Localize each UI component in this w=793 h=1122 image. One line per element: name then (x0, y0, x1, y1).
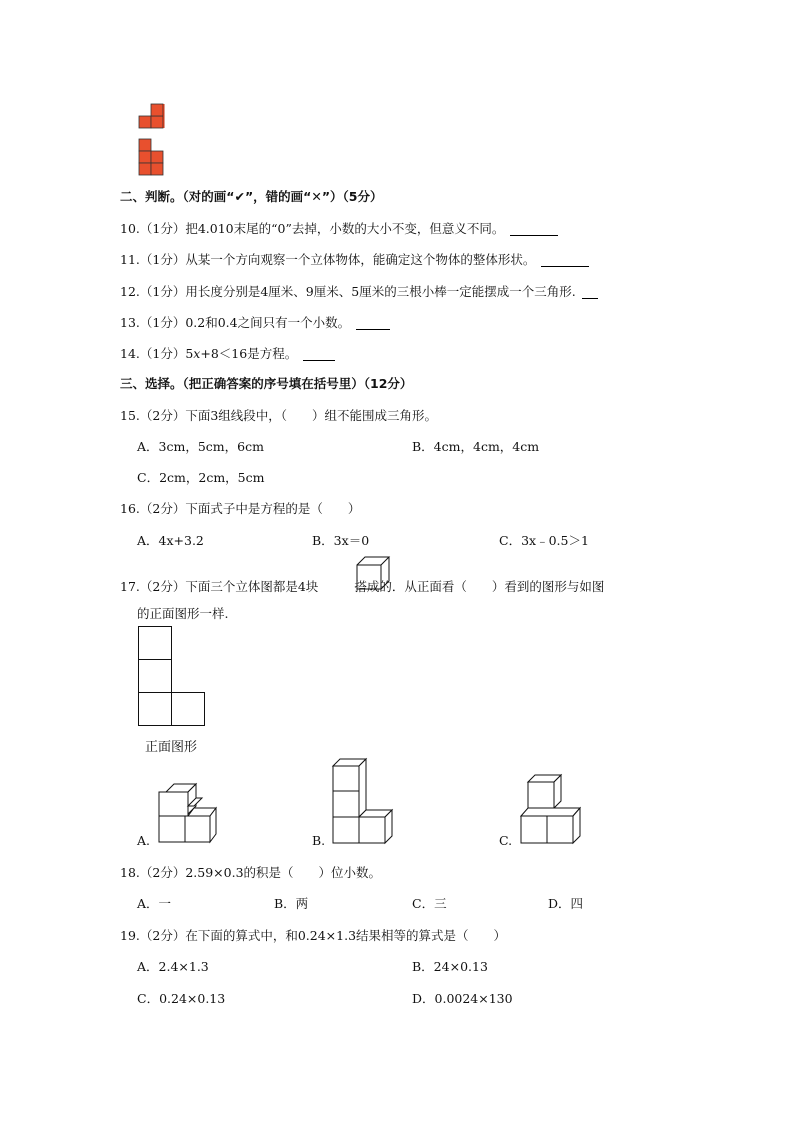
question-score: （2分） (139, 408, 186, 423)
question-number: 14. (120, 346, 140, 361)
q18-option-c[interactable]: C．三 (412, 896, 447, 911)
q16-option-c[interactable]: C．3x﹣0.5＞1 (499, 533, 589, 548)
question-19 (120, 926, 506, 944)
question-number: 12. (120, 284, 140, 299)
red-cubes-bottom-figure (138, 138, 168, 178)
section3-heading: 三、选择。（把正确答案的序号填在括号里）（12分） (120, 376, 413, 391)
question-score: （2分） (139, 579, 186, 594)
question-number: 11. (120, 252, 140, 267)
question-score: （1分） (139, 221, 186, 236)
q15-option-a[interactable]: A．3cm，5cm，6cm (137, 439, 264, 454)
question-score: （1分） (139, 315, 186, 330)
question-text: 搭成的．从正面看（ ）看到的图形与如图 (354, 579, 605, 594)
single-cube-icon (356, 556, 390, 590)
q17-option-b-figure[interactable] (332, 758, 396, 846)
answer-blank[interactable] (356, 317, 390, 330)
q15-option-b[interactable]: B．4cm，4cm，4cm (412, 439, 540, 454)
question-text: 下面式子中是方程的是（ ） (185, 501, 361, 516)
question-number: 13. (120, 315, 140, 330)
question-score: （1分） (139, 252, 186, 267)
question-11 (120, 250, 589, 268)
q17-option-b[interactable]: B. (312, 833, 326, 848)
question-number: 10. (120, 221, 140, 236)
front-view-figure (138, 626, 206, 726)
q17-option-a[interactable]: A. (137, 833, 151, 848)
question-text: 从某一个方向观察一个立体物体，能确定这个物体的整体形状。 (185, 252, 536, 267)
question-number: 18. (120, 865, 140, 880)
red-cubes-top-figure (138, 103, 168, 129)
question-text: 下面3组线段中，（ ）组不能围成三角形。 (185, 408, 438, 423)
question-10 (120, 219, 558, 237)
question-variable: x (193, 346, 201, 361)
q17-option-c-figure[interactable] (520, 774, 584, 846)
answer-blank[interactable] (541, 254, 589, 267)
q19-option-d[interactable]: D．0.0024×130 (412, 991, 513, 1006)
question-text: 下面三个立体图都是4块 (185, 579, 319, 594)
question-17-line2: 的正面图形一样. (137, 606, 229, 621)
q18-option-d[interactable]: D．四 (548, 896, 584, 911)
question-15 (120, 406, 437, 424)
q19-option-b[interactable]: B．24×0.13 (412, 959, 488, 974)
question-14 (120, 344, 335, 362)
question-text: 0.2和0.4之间只有一个小数。 (185, 315, 351, 330)
question-score: （1分） (139, 284, 186, 299)
q16-option-a[interactable]: A．4x+3.2 (137, 533, 204, 548)
question-text: 2.59×0.3的积是（ ）位小数。 (185, 865, 382, 880)
question-number: 19. (120, 928, 140, 943)
section2-heading: 二、判断。（对的画“✔”，错的画“✕”）（5分） (120, 189, 383, 204)
question-number: 16. (120, 501, 140, 516)
question-score: （2分） (139, 865, 186, 880)
answer-blank[interactable] (510, 223, 558, 236)
question-text: 在下面的算式中，和0.24×1.3结果相等的算式是（ ） (185, 928, 507, 943)
q15-option-c[interactable]: C．2cm，2cm，5cm (137, 470, 265, 485)
q16-option-b[interactable]: B．3x＝0 (312, 533, 370, 548)
question-number: 17. (120, 579, 140, 594)
answer-blank[interactable] (582, 286, 598, 299)
question-score: （1分） (139, 346, 186, 361)
question-number: 15. (120, 408, 140, 423)
question-text: 用长度分别是4厘米、9厘米、5厘米的三根小棒一定能摆成一个三角形. (185, 284, 576, 299)
question-score: （2分） (139, 928, 186, 943)
answer-blank[interactable] (303, 348, 335, 361)
q17-option-c[interactable]: C. (499, 833, 513, 848)
q19-option-c[interactable]: C．0.24×0.13 (137, 991, 226, 1006)
question-score: （2分） (139, 501, 186, 516)
question-text: 5 (185, 346, 194, 361)
question-18 (120, 863, 381, 881)
front-view-caption: 正面图形 (145, 740, 198, 755)
question-text: 把4.010末尾的“0”去掉，小数的大小不变，但意义不同。 (185, 221, 505, 236)
q17-option-a-figure[interactable] (158, 784, 222, 846)
q18-option-a[interactable]: A．一 (137, 896, 172, 911)
question-text: +8＜16是方程。 (200, 346, 298, 361)
question-16 (120, 499, 360, 517)
q18-option-b[interactable]: B．两 (274, 896, 309, 911)
q19-option-a[interactable]: A．2.4×1.3 (137, 959, 209, 974)
question-13 (120, 313, 390, 331)
question-12 (120, 282, 598, 300)
